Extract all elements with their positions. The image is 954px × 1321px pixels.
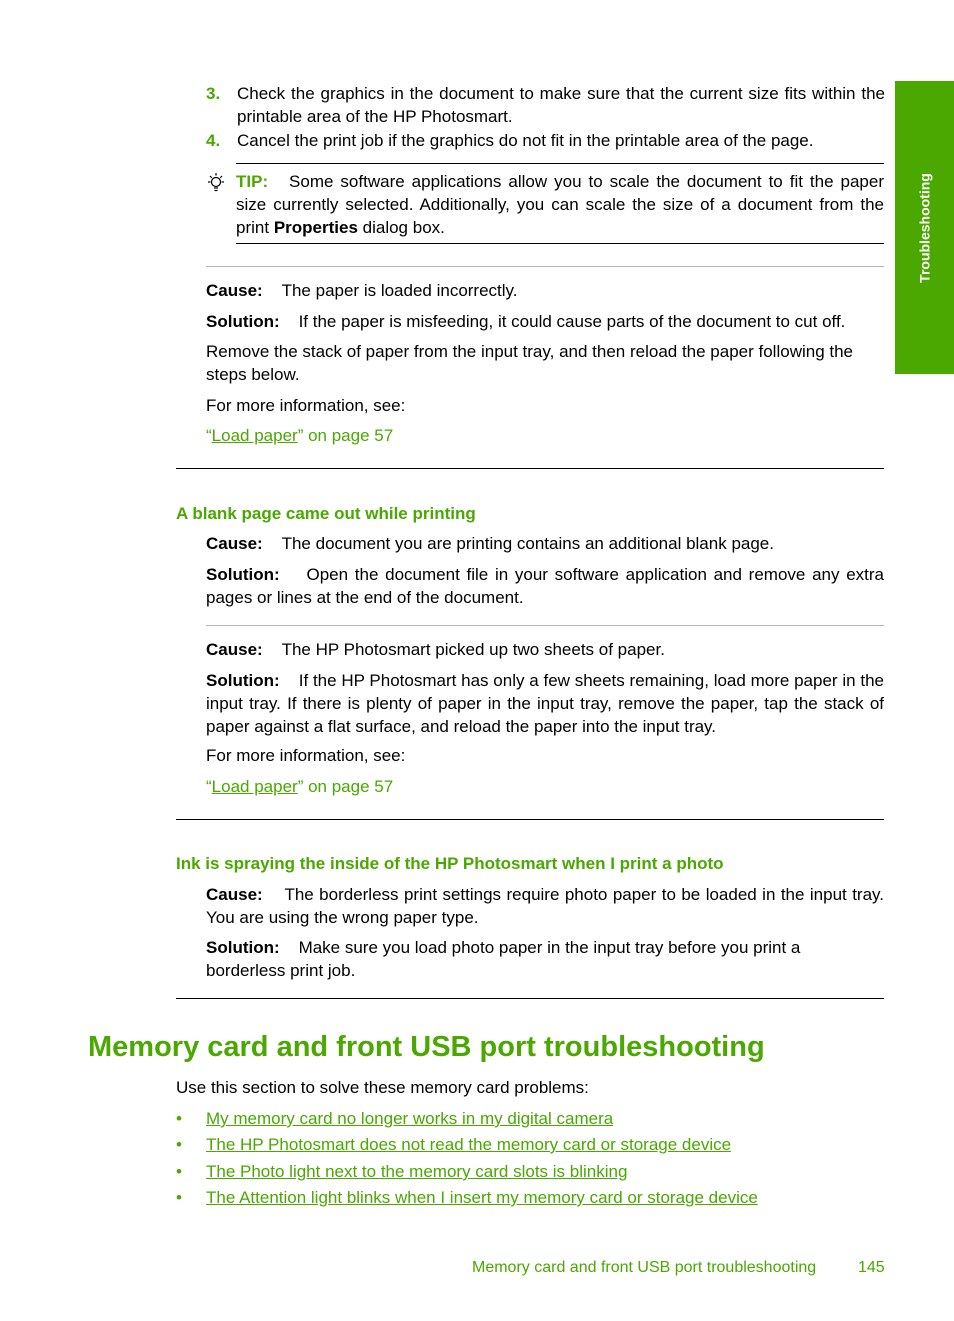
tip-bold: Properties xyxy=(273,218,358,237)
solution-label: Solution: xyxy=(206,938,280,957)
solution-line xyxy=(206,669,884,738)
lightbulb-icon xyxy=(205,172,227,194)
more-info: For more information, see: xyxy=(206,746,406,765)
solution-label: Solution: xyxy=(206,312,280,331)
tip-text-before: Some software applications allow you to scale the document to fit the paper size currently selected. Additionally, you can scale the size of a document from the print xyxy=(236,172,885,237)
solution-line xyxy=(206,936,866,982)
side-tab xyxy=(895,81,954,374)
memory-link[interactable]: The Photo light next to the memory card slots is blinking xyxy=(206,1162,628,1181)
footer-title: Memory card and front USB port troubleshooting xyxy=(472,1259,817,1276)
solution-text: Open the document file in your software application and remove any extra pages or lines at the end of the document. xyxy=(206,565,884,607)
solution-line xyxy=(206,310,886,333)
tip-label: TIP: xyxy=(236,172,269,191)
cause-text: The HP Photosmart picked up two sheets of paper. xyxy=(281,640,665,659)
memory-link[interactable]: My memory card no longer works in my digital camera xyxy=(206,1109,614,1128)
cause-text: The paper is loaded incorrectly. xyxy=(281,281,518,300)
page-title: Memory card and front USB port troubleshooting xyxy=(88,1031,765,1063)
link-quote: “ xyxy=(206,777,212,796)
step-text: Cancel the print job if the graphics do not fit in the printable area of the page. xyxy=(237,131,814,150)
step-text: Check the graphics in the document to make sure that the current size fits within the printable area of the HP Photosmart. xyxy=(237,84,885,126)
bullet: • xyxy=(176,1135,182,1154)
tip-bottom-rule xyxy=(236,243,884,244)
tip-text-after: dialog box. xyxy=(362,218,445,237)
tip-text xyxy=(236,170,884,239)
link-rest: ” on page 57 xyxy=(297,426,394,445)
cause-label: Cause: xyxy=(206,640,263,659)
link-quote: “ xyxy=(206,426,212,445)
solution-line xyxy=(206,563,884,609)
cause-label: Cause: xyxy=(206,534,263,553)
section-heading: Ink is spraying the inside of the HP Photosmart when I print a photo xyxy=(176,854,724,873)
solution-label: Solution: xyxy=(206,565,280,584)
side-tab-label: Troubleshooting xyxy=(916,172,932,283)
section-heading: A blank page came out while printing xyxy=(176,504,476,523)
section-intro: Use this section to solve these memory card problems: xyxy=(176,1078,589,1097)
load-paper-link[interactable] xyxy=(206,775,886,798)
bullet: • xyxy=(176,1188,182,1207)
link-text[interactable]: Load paper xyxy=(211,426,298,445)
cause-line xyxy=(206,883,884,929)
link-rest: ” on page 57 xyxy=(297,777,394,796)
cause-line xyxy=(206,532,886,555)
paragraph: Remove the stack of paper from the input tray, and then reload the paper following the steps below. xyxy=(206,342,854,384)
tip-top-rule xyxy=(236,163,884,164)
cause-text: The borderless print settings require photo paper to be loaded in the input tray. You are using the wrong paper type. xyxy=(206,885,885,927)
step-number: 4. xyxy=(206,131,221,150)
load-paper-link[interactable] xyxy=(206,424,886,447)
divider xyxy=(206,266,884,267)
cause-label: Cause: xyxy=(206,281,263,300)
solution-text: If the paper is misfeeding, it could cause parts of the document to cut off. xyxy=(298,312,846,331)
cause-line xyxy=(206,638,886,661)
cause-label: Cause: xyxy=(206,885,263,904)
solution-text: If the HP Photosmart has only a few sheets remaining, load more paper in the input tray. If there is plenty of paper in the input tray, remove the paper, tap the stack of paper against a flat surface, and reload the paper into the input tray. xyxy=(206,671,884,736)
memory-link[interactable]: The Attention light blinks when I insert my memory card or storage device xyxy=(206,1188,758,1207)
section-rule xyxy=(176,819,884,820)
page-number: 145 xyxy=(858,1259,885,1276)
memory-link[interactable]: The HP Photosmart does not read the memory card or storage device xyxy=(206,1135,732,1154)
cause-text: The document you are printing contains an additional blank page. xyxy=(281,534,774,553)
more-info: For more information, see: xyxy=(206,396,406,415)
step-number: 3. xyxy=(206,84,221,103)
link-text[interactable]: Load paper xyxy=(211,777,298,796)
bullet: • xyxy=(176,1109,182,1128)
cause-line xyxy=(206,279,886,302)
solution-text: Make sure you load photo paper in the input tray before you print a borderless print job. xyxy=(206,938,801,980)
section-rule xyxy=(176,468,884,469)
solution-label: Solution: xyxy=(206,671,280,690)
bullet: • xyxy=(176,1162,182,1181)
divider xyxy=(206,625,884,626)
section-rule xyxy=(176,998,884,999)
